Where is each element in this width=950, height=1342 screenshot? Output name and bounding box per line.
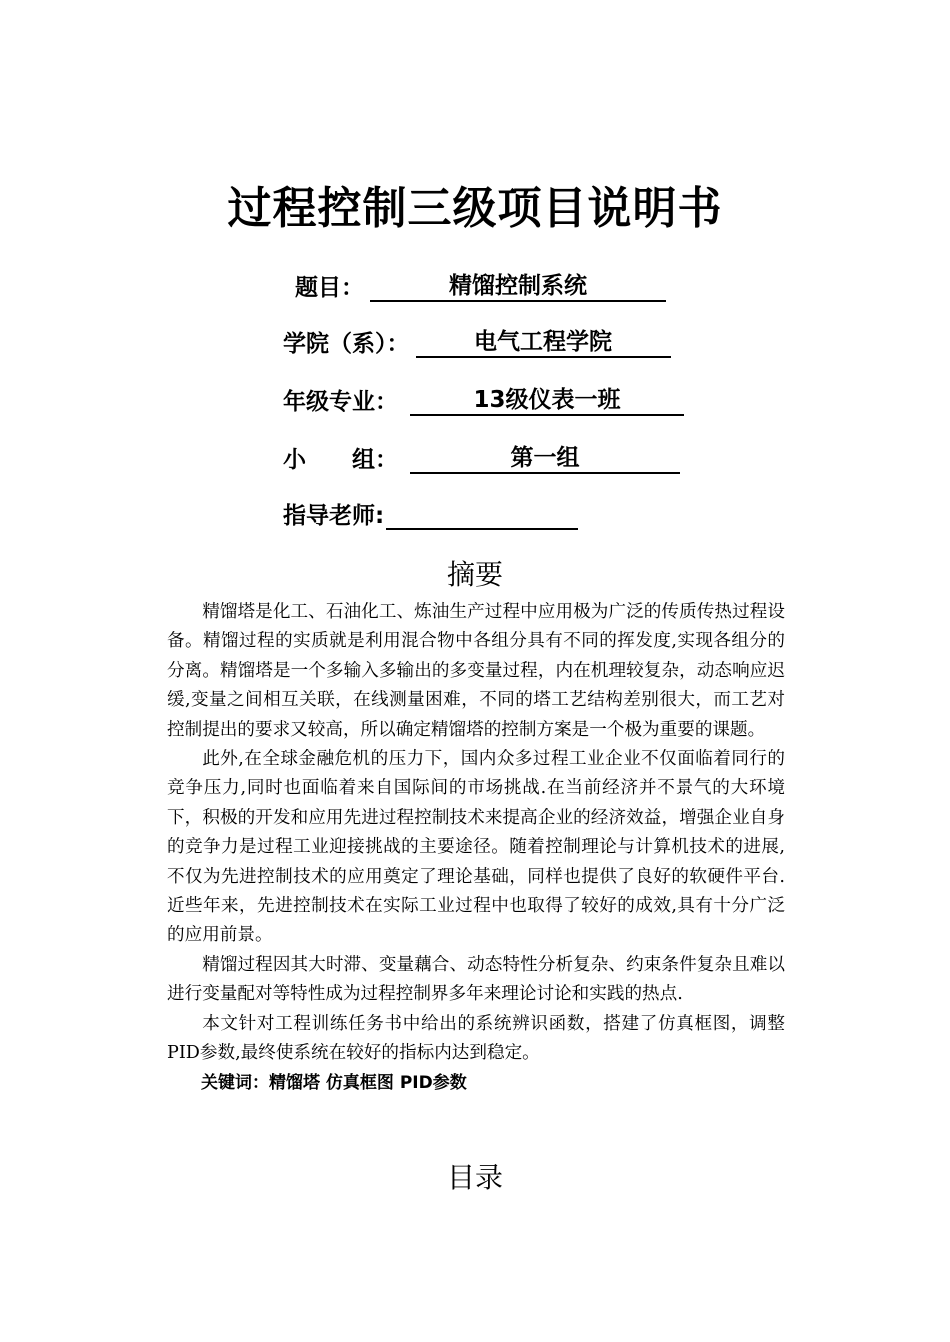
field-topic-label: 题目： xyxy=(295,275,364,301)
abstract-paragraph: 此外,在全球金融危机的压力下，国内众多过程工业企业不仅面临着同行的竞争压力,同时也面临着来自国际间的市场挑战.在当前经济并不景气的大环境下，积极的开发和应用先进过程控制技术来提高企业的经济效益，增强企业自身的竞争力是过程工业迎接挑战的主要途径。随着控制理论与计算机技术的进展,不仅为先进控制技术的应用奠定了理论基础，同样也提供了良好的软硬件平台.近些年来，先进控制技术在实际工业过程中也取得了较好的成效,具有十分广泛的应用前景。 xyxy=(167,749,785,946)
abstract-paragraph: 本文针对工程训练任务书中给出的系统辨识函数，搭建了仿真框图，调整PID参数,最终使系统在较好的指标内达到稳定。 xyxy=(167,1013,785,1064)
field-grade-major xyxy=(283,384,684,416)
field-college xyxy=(283,326,671,358)
field-college-value: 电气工程学院 xyxy=(416,328,671,358)
field-college-label: 学院（系）： xyxy=(283,331,410,357)
abstract-body xyxy=(167,598,785,1098)
abstract-paragraph: 精馏过程因其大时滞、变量藕合、动态特性分析复杂、约束条件复杂且难以进行变量配对等特性成为过程控制界多年来理论讨论和实践的热点. xyxy=(167,954,785,1005)
document-title: 过程控制三级项目说明书 xyxy=(227,183,723,234)
field-topic xyxy=(295,270,666,302)
field-advisor xyxy=(283,498,578,530)
field-advisor-value xyxy=(386,528,578,530)
abstract-heading: 摘要 xyxy=(446,558,503,591)
toc-heading: 目录 xyxy=(446,1161,503,1194)
field-topic-value: 精馏控制系统 xyxy=(370,272,666,302)
keywords-line: 关键词：精馏塔 仿真框图 PID参数 xyxy=(201,1072,467,1093)
field-group-label: 小 组： xyxy=(283,447,398,473)
field-grade-major-value: 13级仪表一班 xyxy=(410,386,684,416)
field-group xyxy=(283,442,680,474)
field-grade-major-label: 年级专业： xyxy=(283,389,398,415)
field-advisor-label: 指导老师: xyxy=(283,503,385,529)
abstract-paragraph: 精馏塔是化工、石油化工、炼油生产过程中应用极为广泛的传质传热过程设备。精馏过程的实质就是利用混合物中各组分具有不同的挥发度,实现各组分的分离。精馏塔是一个多输入多输出的多变量过程，内在机理较复杂，动态响应迟缓,变量之间相互关联，在线测量困难，不同的塔工艺结构差别很大，而工艺对控制提出的要求又较高，所以确定精馏塔的控制方案是一个极为重要的课题。 xyxy=(167,602,785,740)
field-group-value: 第一组 xyxy=(410,444,680,474)
